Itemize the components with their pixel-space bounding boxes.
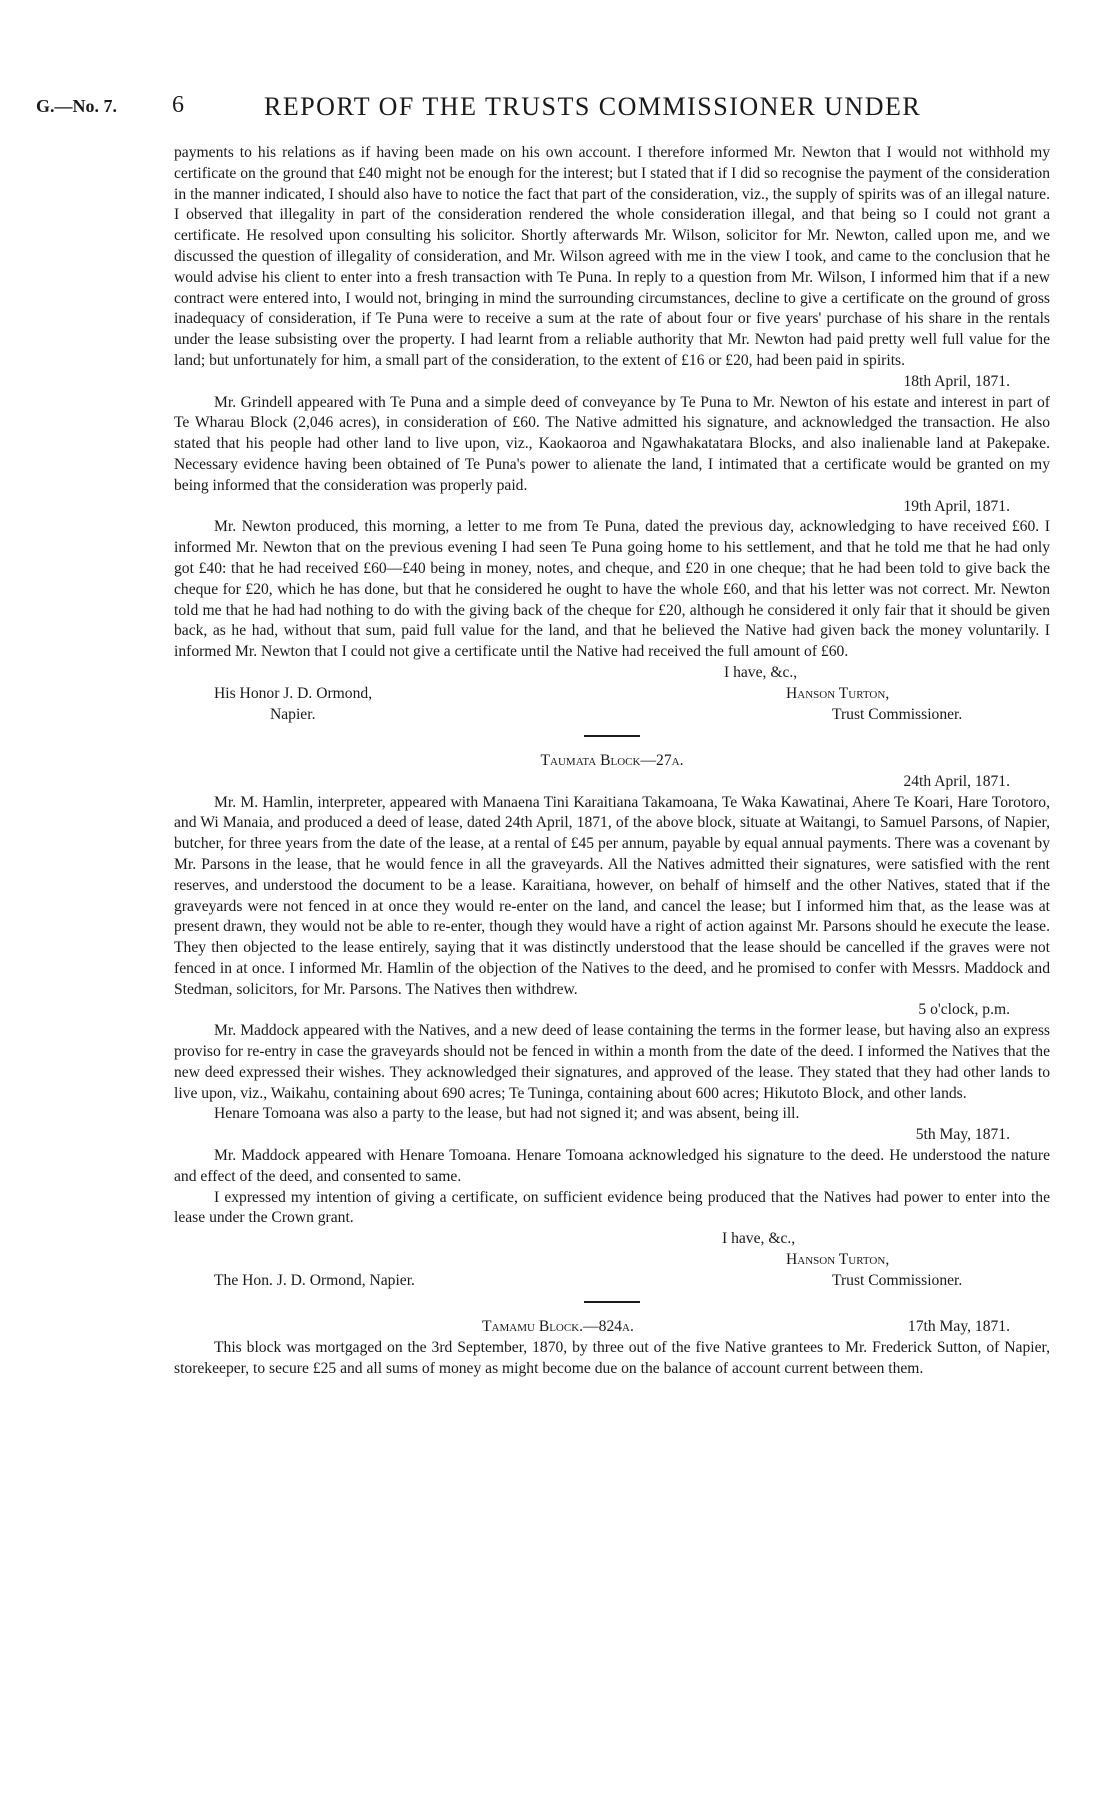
entry-date: 17th May, 1871. xyxy=(907,1318,1010,1336)
section-divider xyxy=(584,735,640,737)
section-heading: Tamamu Block.—824a. xyxy=(482,1318,634,1336)
paragraph-continued: payments to his relations as if having been made on his own account. I therefore informed Mr. Newton that I would not withhold my certificate on the ground that £40 might not be enough for the interest; but I stated that if I did so recognise the payment of the consideration in the manner indicated, I should also have to notice the fact that part of the consideration, viz., the supply of spirits was of an illegal nature. I observed that illegality in part of the consideration rendered the whole consideration illegal, and that being so I could not grant a certificate. He resolved upon consulting his solicitor. Shortly afterwards Mr. Wilson, solicitor for Mr. Newton, called upon me, and we discussed the question of illegality of consideration, and Mr. Wilson agreed with me in the view I took, and came to the conclusion that he would advise his client to enter into a fresh transaction with Te Puna. In reply to a question from Mr. Wilson, I informed him that if a new contract were entered into, I would not, bringing in mind the surrounding circumstances, decline to give a certificate on the ground of gross inadequacy of consideration, if Te Puna were to receive a sum at the rate of about four or five years' purchase of his share in the rentals under the lease subsisting over the property. I had learnt from a reliable authority that Mr. Newton had paid pretty well full value for the land; but unfortunately for him, a small part of the consideration, to the extent of £16 or £20, had been paid in spirits. xyxy=(174,144,1050,369)
paragraph: Mr. Maddock appeared with the Natives, and a new deed of lease containing the terms in the former lease, but having also an express proviso for re-entry in case the graveyards should not be fenced in within a month from the date of the deed. I informed the Natives that the new deed expressed their wishes. They acknowledged their signatures, and approved of the lease. They stated that they had other lands to live upon, viz., Waikahu, containing about 690 acres; Te Tuninga, containing about 600 acres; Hikutoto Block, and other lands. xyxy=(174,1022,1050,1102)
closing-line: I have, &c., xyxy=(724,663,798,681)
entry-date: 19th April, 1871. xyxy=(903,497,1010,515)
page-header xyxy=(36,92,1056,126)
signature-block xyxy=(174,1229,1050,1291)
entry-date: 5th May, 1871. xyxy=(915,1126,1010,1144)
paragraph: Mr. M. Hamlin, interpreter, appeared with Manaena Tini Karaitiana Takamoana, Te Waka Kawatinai, Ahere Te Koari, Hare Torotoro, and Wi Manaia, and produced a deed of lease, dated 24th April, 1871, of the above block, situate at Waitangi, to Samuel Parsons, of Napier, butcher, for three years from the date of the lease, at a rental of £45 per annum, payable by equal annual payments. There was a covenant by Mr. Parsons in the lease, that he would fence in all the graveyards. All the Natives admitted their signatures, were satisfied with the rent reserves, and understood the document to be a lease. Karaitiana, however, on behalf of himself and the other Natives, stated that if the graveyards were not fenced in at once they would re-enter on the land, and cancel the lease; but I informed him that, as the lease was at present drawn, they would not be able to re-enter, though they would have a right of action against Mr. Parsons should he execute the lease. They then objected to the lease entirely, saying that it was distinctly understood that the lease should be cancelled if the graves were not fenced in at once. I informed Mr. Hamlin of the objection of the Natives to the deed, and he promised to confer with Messrs. Maddock and Stedman, solicitors, for Mr. Parsons. The Natives then withdrew. xyxy=(174,793,1050,998)
paragraph: Henare Tomoana was also a party to the lease, but had not signed it; and was absent, being ill. xyxy=(214,1105,800,1123)
paper-code: G.—No. 7. xyxy=(36,96,117,116)
paragraph: This block was mortgaged on the 3rd September, 1870, by three out of the five Native grantees to Mr. Frederick Sutton, of Napier, storekeeper, to secure £25 and all sums of money as might become due on the balance of account current between them. xyxy=(174,1339,1050,1378)
entry-time: 5 o'clock, p.m. xyxy=(918,1001,1010,1019)
entry-date: 18th April, 1871. xyxy=(903,372,1010,390)
section-heading: Taumata Block—27a. xyxy=(540,751,684,769)
report-body xyxy=(174,143,1050,1380)
signatory-role: Trust Commissioner. xyxy=(832,705,963,723)
closing-line: I have, &c., xyxy=(722,1230,796,1248)
page-number: 6 xyxy=(172,92,184,118)
section-heading-row xyxy=(174,1317,1050,1338)
addressee: His Honor J. D. Ormond, xyxy=(214,684,373,702)
paragraph: Mr. Newton produced, this morning, a letter to me from Te Puna, dated the previous day, acknowledging to have received £60. I informed Mr. Newton that on the previous evening I had seen Te Puna going home to his settlement, and that he told me that he had only got £40: that he had received £60—£40 being in money, notes, and cheque, and £20 in one cheque; that he had been told to give back the cheque for £20, which he has done, but that he considered he ought to have the whole £60, and that his letter was not correct. Mr. Newton told me that he had had nothing to do with the giving back of the cheque for £20, although he considered it only fair that it should be given back, as he had, without that sum, paid full value for the land, and that he believed the Native had given back the money voluntarily. I informed Mr. Newton that I could not give a certificate until the Native had received the full amount of £60. xyxy=(174,518,1050,661)
addressee: The Hon. J. D. Ormond, Napier. xyxy=(214,1272,415,1290)
signatory-name: Hanson Turton, xyxy=(786,1251,890,1269)
paragraph: Mr. Grindell appeared with Te Puna and a simple deed of conveyance by Te Puna to Mr. Newton of his estate and interest in part of Te Wharau Block (2,046 acres), in consideration of £60. The Native admitted his signature, and acknowledged the transaction. He also stated that his people had other land to live upon, viz., Kaokaoroa and Ngawhakatatara Blocks, and also inalienable land at Pakepake. Necessary evidence having been obtained of Te Puna's power to alienate the land, I intimated that a certificate would be granted on my being informed that the consideration was properly paid. xyxy=(174,393,1050,494)
paragraph: I expressed my intention of giving a certificate, on sufficient evidence being produced that the Natives had power to enter into the lease under the Crown grant. xyxy=(174,1188,1050,1227)
paragraph: Mr. Maddock appeared with Henare Tomoana. Henare Tomoana acknowledged his signature to the deed. He understood the nature and effect of the deed, and consented to same. xyxy=(174,1147,1050,1185)
entry-date: 24th April, 1871. xyxy=(903,772,1010,790)
addressee-location: Napier. xyxy=(270,705,316,723)
section-divider xyxy=(584,1301,640,1303)
signature-block xyxy=(174,663,1050,725)
page-title: REPORT OF THE TRUSTS COMMISSIONER UNDER xyxy=(264,92,922,121)
signatory-name: Hanson Turton, xyxy=(786,684,890,702)
signatory-role: Trust Commissioner. xyxy=(832,1272,963,1290)
